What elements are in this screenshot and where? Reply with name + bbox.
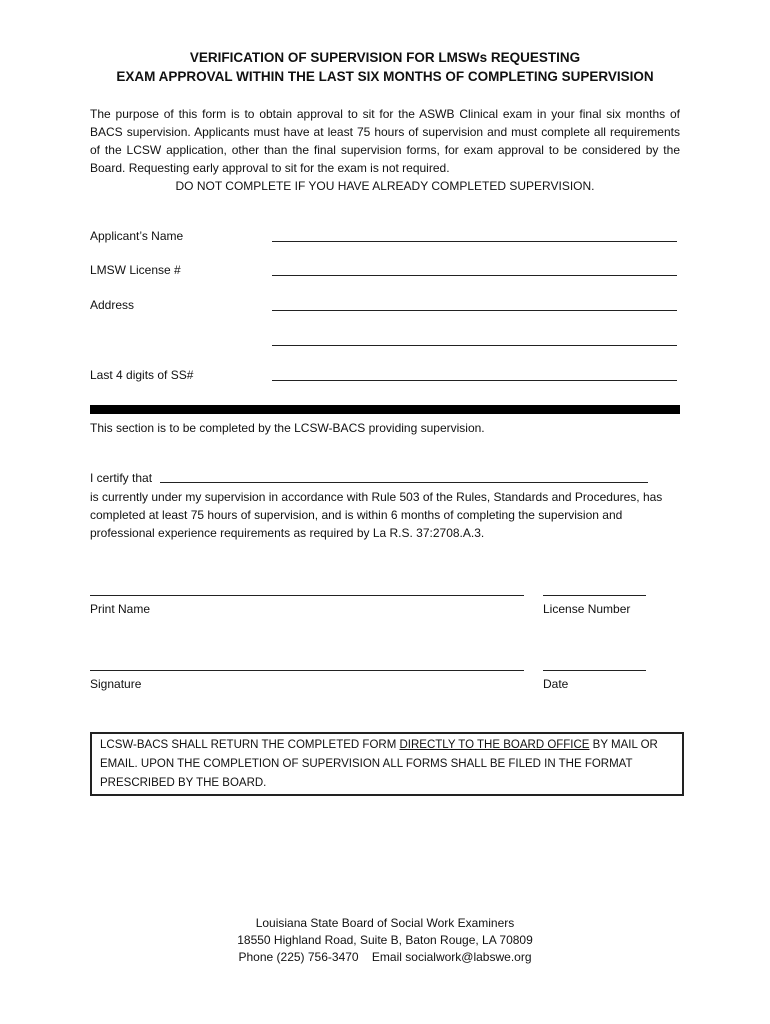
ssn-field[interactable] <box>272 380 677 381</box>
license-number-field[interactable] <box>543 595 646 596</box>
address-label: Address <box>90 298 135 312</box>
print-name-field[interactable] <box>90 595 524 596</box>
applicant-name-field[interactable] <box>272 241 677 242</box>
warning-text: DO NOT COMPLETE IF YOU HAVE ALREADY COMPLETED SUPERVISION. <box>175 179 595 193</box>
form-title <box>90 48 680 86</box>
license-number-label: License Number <box>543 602 631 616</box>
certify-name-field[interactable] <box>160 482 648 483</box>
address-field-line-1[interactable] <box>272 310 677 311</box>
form-title-line-1: VERIFICATION OF SUPERVISION FOR LMSWs REQUESTING <box>189 50 581 65</box>
license-label: LMSW License # <box>90 263 181 277</box>
print-name-label: Print Name <box>90 602 151 616</box>
ssn-label: Last 4 digits of SS# <box>90 368 194 382</box>
applicant-name-label: Applicant’s Name <box>90 229 184 243</box>
footer-address: 18550 Highland Road, Suite B, Baton Rouge, LA 70809 <box>237 933 533 947</box>
notice-text-1: LCSW-BACS SHALL RETURN THE COMPLETED FORM <box>100 739 400 751</box>
intro-paragraph: The purpose of this form is to obtain approval to sit for the ASWB Clinical exam in your final six months of BACS supervision. Applicants must have at least 75 hours of supervision and must complete all requirements of the LCSW application, other than the final supervision forms, for exam approval to be considered by the Board. Requesting early approval to sit for the exam is not required. <box>90 107 680 175</box>
address-field-line-2[interactable] <box>272 345 677 346</box>
signature-label: Signature <box>90 677 142 691</box>
certify-text: is currently under my supervision in accordance with Rule 503 of the Rules, Standards and Procedures, has completed at least 75 hours of supervision, and is within 6 months of completing the supervision and professional experience requirements as required by La R.S. 37:2708.A.3. <box>90 490 663 540</box>
notice-text-2: BY MAIL OR EMAIL. UPON THE COMPLETION OF SUPERVISION ALL FORMS SHALL BE FILED IN THE FORMAT PRESCRIBED BY THE BOARD. <box>100 739 658 789</box>
footer-org: Louisiana State Board of Social Work Examiners <box>255 916 515 930</box>
return-notice-box <box>90 732 684 796</box>
notice-emphasis: DIRECTLY TO THE BOARD OFFICE <box>399 739 590 751</box>
supervisor-section-intro: This section is to be completed by the LCSW-BACS providing supervision. <box>90 421 485 435</box>
license-field[interactable] <box>272 275 677 276</box>
footer-contact: Phone (225) 756-3470 Email socialwork@labswe.org <box>238 950 532 964</box>
date-label: Date <box>543 677 569 691</box>
form-title-line-2: EXAM APPROVAL WITHIN THE LAST SIX MONTHS OF COMPLETING SUPERVISION <box>116 69 654 84</box>
footer <box>90 915 680 966</box>
date-field[interactable] <box>543 670 646 671</box>
signature-field[interactable] <box>90 670 524 671</box>
section-divider <box>90 405 680 414</box>
certify-prefix: I certify that <box>90 471 153 485</box>
